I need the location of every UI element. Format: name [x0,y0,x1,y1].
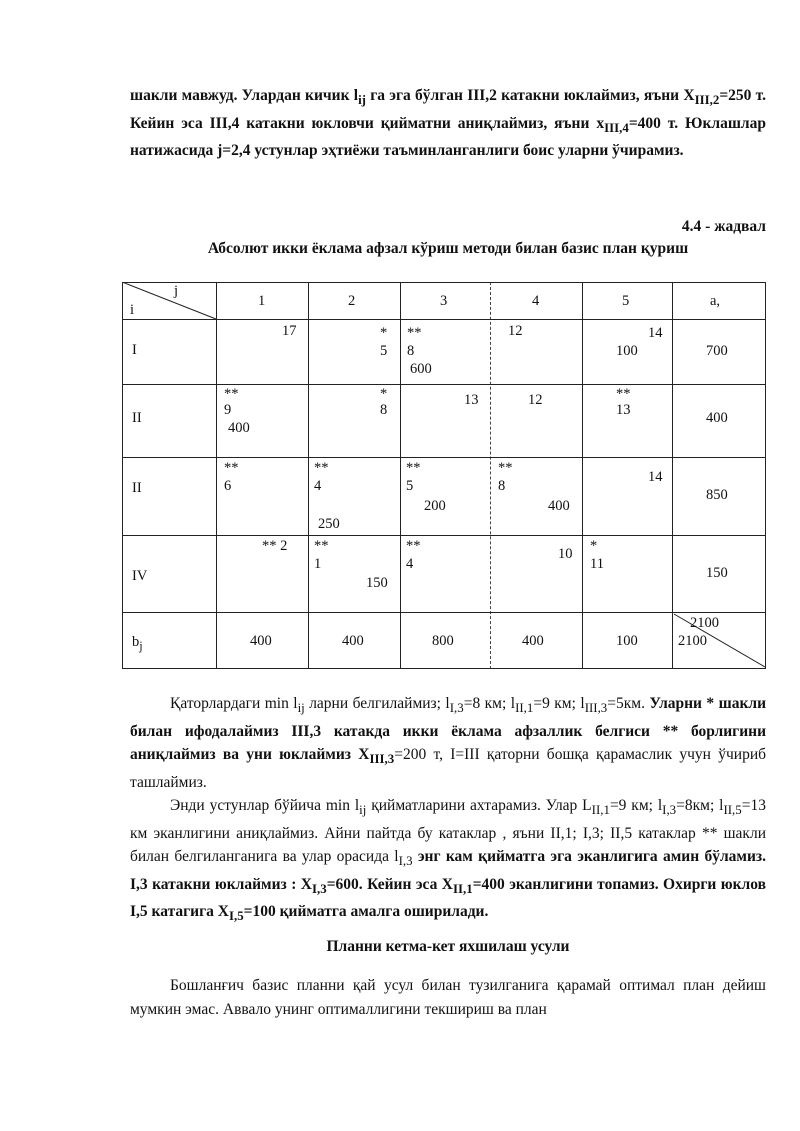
p2-text-12: =13 км эканлигини аниқлаймиз. Айни пайтда бу катаклар , яъни II,1; I,3; II,5 катаклар ** шакли билан белгиланганига ва улар орасида l [130,797,766,866]
cell-total-top: 2100 [690,615,719,631]
cell-r3c2-mark: ** [314,460,329,476]
row-label-b-sub: j [139,638,143,653]
section-heading: Планни кетма-кет яхшилаш усули [326,938,570,955]
section-paragraph: Бошланғич базис планни қай усул билан тузилганига қарамай оптимал план дейиш мумкин эмас. Аввало унинг оптималлигини текшириш ва план [130,977,766,1018]
p2-sub-5: III,3 [369,751,395,767]
intro-text-7: боис уларни ўчирамиз. [523,142,684,160]
p2-sub-3: II,1 [515,700,534,716]
cell-r4c4-cost: 10 [558,546,573,562]
row-label-1: I [132,342,137,358]
cell-r2c1-cost: 9 [224,402,232,418]
p2-sub-12: II,1 [452,880,473,896]
corner-i-label: i [130,302,135,318]
cell-r4c3-mark: ** [406,538,421,554]
cell-r3c4-qty: 400 [548,498,570,514]
intro-paragraph [130,84,766,163]
p2-sub-10: I,3 [398,853,413,869]
cell-r3c2-qty: 250 [318,516,340,532]
cell-r4c2-cost: 1 [314,556,322,572]
cell-r4c3-cost: 4 [406,556,414,572]
col-header-2: 2 [348,293,356,309]
p2-text-15: =400 эканлигини топамиз. Охирги юклов I,5 катагига X [130,875,766,921]
col-header-3: 3 [440,293,448,309]
p2-text-2: ларни белгилаймиз; l [304,695,450,712]
cell-r4c5-mark: * [590,538,598,554]
row-label-b [132,634,143,654]
intro-text-5: x [596,114,605,132]
intro-text-4: =250 т. Кейин эса III,4 катакни юкловчи қийматни аниқлаймиз, яъни [130,87,767,132]
p2-text-13: энг кам қийматга эга эканлигига амин бўламиз. I,3 катакни юклаймиз : X [130,848,766,893]
cell-total-bottom: 2100 [678,633,707,649]
cell-r1-supply: 700 [706,343,728,359]
row-label-2: II [132,410,142,426]
p2-text-11: =8км; l [676,797,724,815]
p2-sub-7: II,1 [591,802,610,818]
cell-r4c5-cost: 11 [590,556,604,572]
explanation-paragraph [130,692,766,928]
cell-r1c5-qty: 100 [616,343,638,359]
cell-r3c1-cost: 6 [224,478,232,494]
intro-sub-3: III,4 [604,119,629,135]
p2-text-10: =9 км; l [609,797,663,815]
cell-r1c3-mark: ** [407,325,422,341]
cell-r2c2-cost: 8 [380,402,388,418]
cell-r1c1-cost: 17 [282,323,297,339]
p2-sub-9: II,5 [723,802,742,818]
intro-text-2: га эга бўлган III,2 катакни юклаймиз, яъни [365,87,680,104]
p2-sub-13: I,5 [228,908,244,924]
col-header-a: a, [710,293,721,309]
cell-r1c5-cost: 14 [648,325,663,341]
p2-text-7: =200 т, I=III қаторни бошқа қарамаслик учун ўчириб ташлаймиз. [130,746,767,791]
cell-r4-supply: 150 [706,565,728,581]
cell-r2c1-mark: ** [224,386,239,402]
cell-r3c3-cost: 5 [406,478,414,494]
table-title: Абсолют икки ёклама афзал кўриш методи билан базис план қуриш [207,240,689,257]
row-label-3: II [132,480,142,496]
cell-r4c1-mark: ** 2 [262,538,288,554]
cell-r1c3-cost: 8 [407,343,415,359]
cell-b2: 400 [342,633,364,649]
cell-r2-supply: 400 [706,410,728,426]
cell-r1c3-qty: 600 [410,361,432,377]
p2-sub-2: I,3 [449,700,464,716]
cell-r4c2-qty: 150 [366,575,388,591]
cell-r3c3-qty: 200 [424,498,446,514]
p2-text-8: Энди устунлар бўйича min l [170,797,360,815]
cell-b5: 100 [616,633,638,649]
intro-sub-1: ij [358,92,366,108]
cell-r3c5-cost: 14 [648,469,663,485]
cell-b4: 400 [522,633,544,649]
intro-text-3: X [683,87,695,104]
p2-sub-11: I,3 [311,880,327,896]
cell-r3c4-cost: 8 [498,478,506,494]
p2-text-16: =100 қийматга амалга оширилади. [243,903,489,921]
p2-sub-6: ij [359,802,367,818]
cell-r2c5-mark: ** [616,386,631,402]
p2-sub-8: I,3 [662,802,677,818]
p2-text-6: Уларни * шакли билан ифодалаймиз III,3 катакда икки ёклама афзаллик белгиси ** борлигини аниқлаймиз ва уни юклаймиз X [130,695,767,764]
intro-sub-2: III,2 [694,92,720,108]
cell-r3c3-mark: ** [406,460,421,476]
p2-sub-1: ij [297,700,305,716]
row-label-b-text: b [132,634,140,650]
p2-text-5: =5км. [607,695,645,712]
col-header-4: 4 [532,293,540,309]
cell-r2c1-qty: 400 [228,420,250,436]
table-diagonals [122,282,766,669]
cell-r2c3-cost: 13 [464,392,479,408]
cell-b3: 800 [432,633,454,649]
cell-r1c4-cost: 12 [508,323,523,339]
corner-j-label: j [174,283,179,299]
p2-text-4: =9 км; l [533,695,585,712]
intro-text-6: =400 т. Юклашлар натижасида j=2,4 устунлар эҳтиёжи таъминланганлиги [130,114,766,160]
cell-r1c2-cost: 5 [380,343,388,359]
transport-table [122,282,766,669]
corner-diagonal [122,282,216,319]
row-label-4: IV [132,568,148,584]
cell-r2c5-cost: 13 [616,402,631,418]
cell-r2c4-cost: 12 [528,392,543,408]
cell-r3c4-mark: ** [498,460,513,476]
p2-text-9: қийматларини ахтарамиз. Улар L [366,797,592,815]
cell-r1c2-mark: * [380,325,388,341]
intro-text-1: шакли мавжуд. Улардан кичик l [130,87,359,104]
col-header-1: 1 [258,293,266,309]
p2-text-14: =600. Кейин эса X [326,875,453,893]
cell-r3c1-mark: ** [224,460,239,476]
p2-text-3: =8 км; l [463,695,516,712]
p2-text-1: Қаторлардаги min l [170,695,298,712]
cell-r3-supply: 850 [706,487,728,503]
cell-r3c2-cost: 4 [314,478,322,494]
table-number: 4.4 - жадвал [681,218,766,235]
cell-r2c2-mark: * [380,386,388,402]
cell-b1: 400 [250,633,272,649]
p2-sub-4: III,3 [584,700,608,716]
cell-r4c2-mark: ** [314,538,329,554]
col-header-5: 5 [622,293,630,309]
